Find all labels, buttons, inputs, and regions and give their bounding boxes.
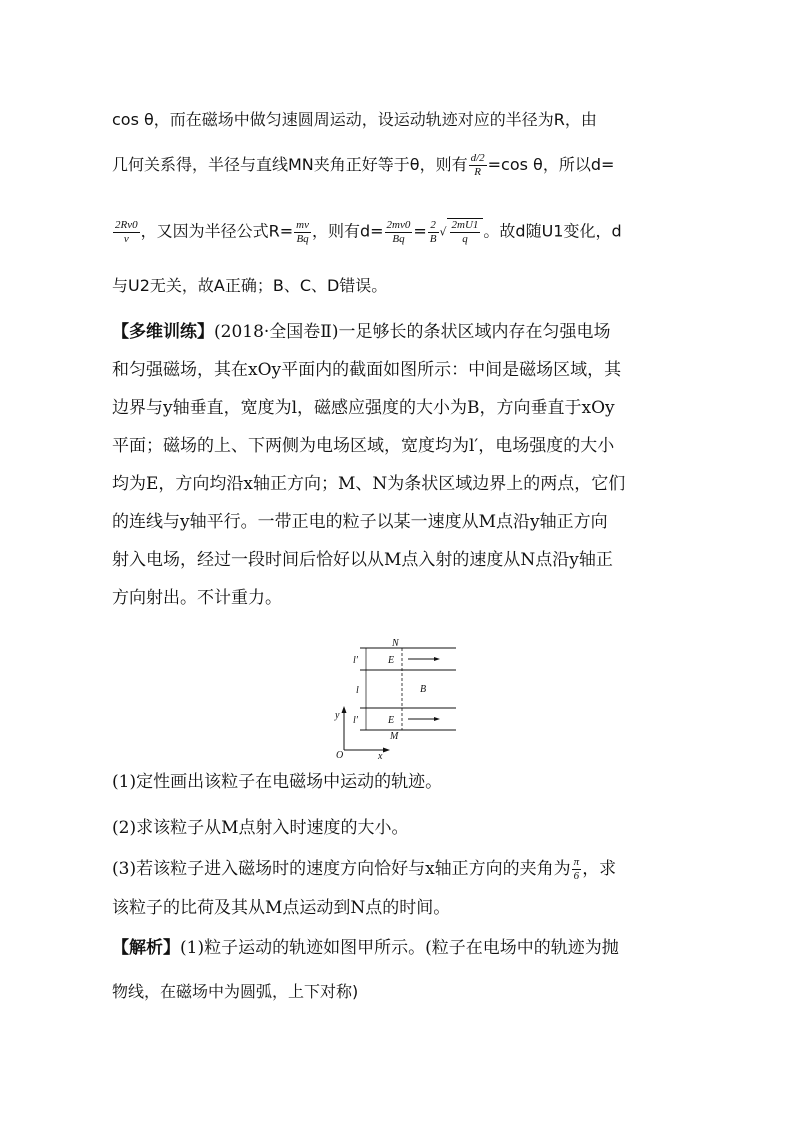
analysis-tag: 【解析】 — [112, 938, 180, 958]
problem-tag: 【多维训练】 — [112, 322, 214, 342]
y-axis-label: y — [335, 710, 340, 721]
fraction-mv-over-Bq: $\frac{mv}{Bq}$ — [296, 218, 309, 245]
width-l-middle: l — [356, 685, 359, 696]
arrow-right-icon — [434, 717, 440, 721]
field-E-top-label: E — [388, 655, 395, 666]
field-E-bottom-label: E — [388, 715, 395, 726]
analysis-line-1: 【解析】(1)粒子运动的轨迹如图甲所示。(粒子在电场中的轨迹为抛 — [112, 938, 619, 958]
fraction-2mv0-over-Bq: $\frac{2mv0}{Bq}$ — [386, 218, 411, 245]
problem-line-5: 均为E，方向均沿x轴正方向；M、N为条状区域边界上的两点，它们 — [112, 474, 626, 494]
point-M-label: M — [390, 731, 399, 742]
fraction-pi-over-6: $\frac{\pi}{6}$ — [573, 856, 580, 882]
width-l-prime-top: l′ — [353, 655, 358, 666]
x-axis-label: x — [378, 751, 383, 760]
y-axis-arrow-icon — [342, 706, 347, 713]
question-3-line-1: (3)若该粒子进入磁场时的速度方向恰好与x轴正方向的夹角为 $\frac{\pi}{6}$ ，求 — [112, 856, 617, 882]
problem-line-6: 的连线与y轴平行。一带正电的粒子以某一速度从M点沿y轴正方向 — [112, 512, 608, 532]
arrow-right-icon — [434, 657, 440, 661]
problem-line-1: 【多维训练】(2018·全国卷Ⅱ)一足够长的条状区域内存在匀强电场 — [112, 322, 611, 342]
fraction-d-over-2-over-R: $\frac{d/2}{R}$ — [470, 152, 485, 178]
solution-line-3: $\frac{2Rv0}{v}$ ，又因为半径公式R= $\frac{mv}{Bq}$ ，则有d= $\frac{2mv0}{Bq}$ = $\frac{2}{B}$ √ $\frac{2mU1}{q}$ 。故d随U1变化，d — [115, 218, 622, 245]
solution-line-4: 与U2无关，故A正确；B、C、D错误。 — [112, 276, 388, 295]
solution-line-1: cos θ，而在磁场中做匀速圆周运动，设运动轨迹对应的半径为R，由 — [112, 110, 597, 129]
field-B-label: B — [420, 684, 427, 695]
width-l-prime-bottom: l′ — [353, 715, 358, 726]
question-2: (2)求该粒子从M点射入时速度的大小。 — [112, 818, 409, 838]
fraction-2-over-B: $\frac{2}{B}$ — [429, 218, 437, 245]
problem-line-4: 平面；磁场的上、下两侧为电场区域，宽度均为l′，电场强度的大小 — [112, 436, 615, 456]
fraction-2Rv0-over-v: $\frac{2Rv0}{v}$ — [115, 218, 138, 245]
x-axis-arrow-icon — [383, 748, 390, 753]
field-region-diagram — [332, 638, 472, 760]
problem-line-2: 和匀强磁场，其在xOy平面内的截面如图所示：中间是磁场区域，其 — [112, 360, 622, 380]
problem-line-3: 边界与y轴垂直，宽度为l，磁感应强度的大小为B，方向垂直于xOy — [112, 398, 615, 418]
origin-label: O — [336, 750, 344, 760]
question-1: (1)定性画出该粒子在电磁场中运动的轨迹。 — [112, 772, 443, 792]
point-N-label: N — [392, 638, 399, 649]
problem-line-8: 方向射出。不计重力。 — [112, 588, 282, 608]
analysis-line-2: 物线，在磁场中为圆弧，上下对称) — [112, 982, 359, 1001]
sqrt-expression: √ $\frac{2mU1}{q}$ — [440, 218, 484, 246]
question-3-line-2: 该粒子的比荷及其从M点运动到N点的时间。 — [112, 898, 451, 918]
problem-line-7: 射入电场，经过一段时间后恰好以从M点入射的速度从N点沿y轴正 — [112, 550, 613, 570]
solution-line-2: 几何关系得，半径与直线MN夹角正好等于θ，则有 $\frac{d/2}{R}$ =cos θ，所以d= — [112, 152, 615, 178]
